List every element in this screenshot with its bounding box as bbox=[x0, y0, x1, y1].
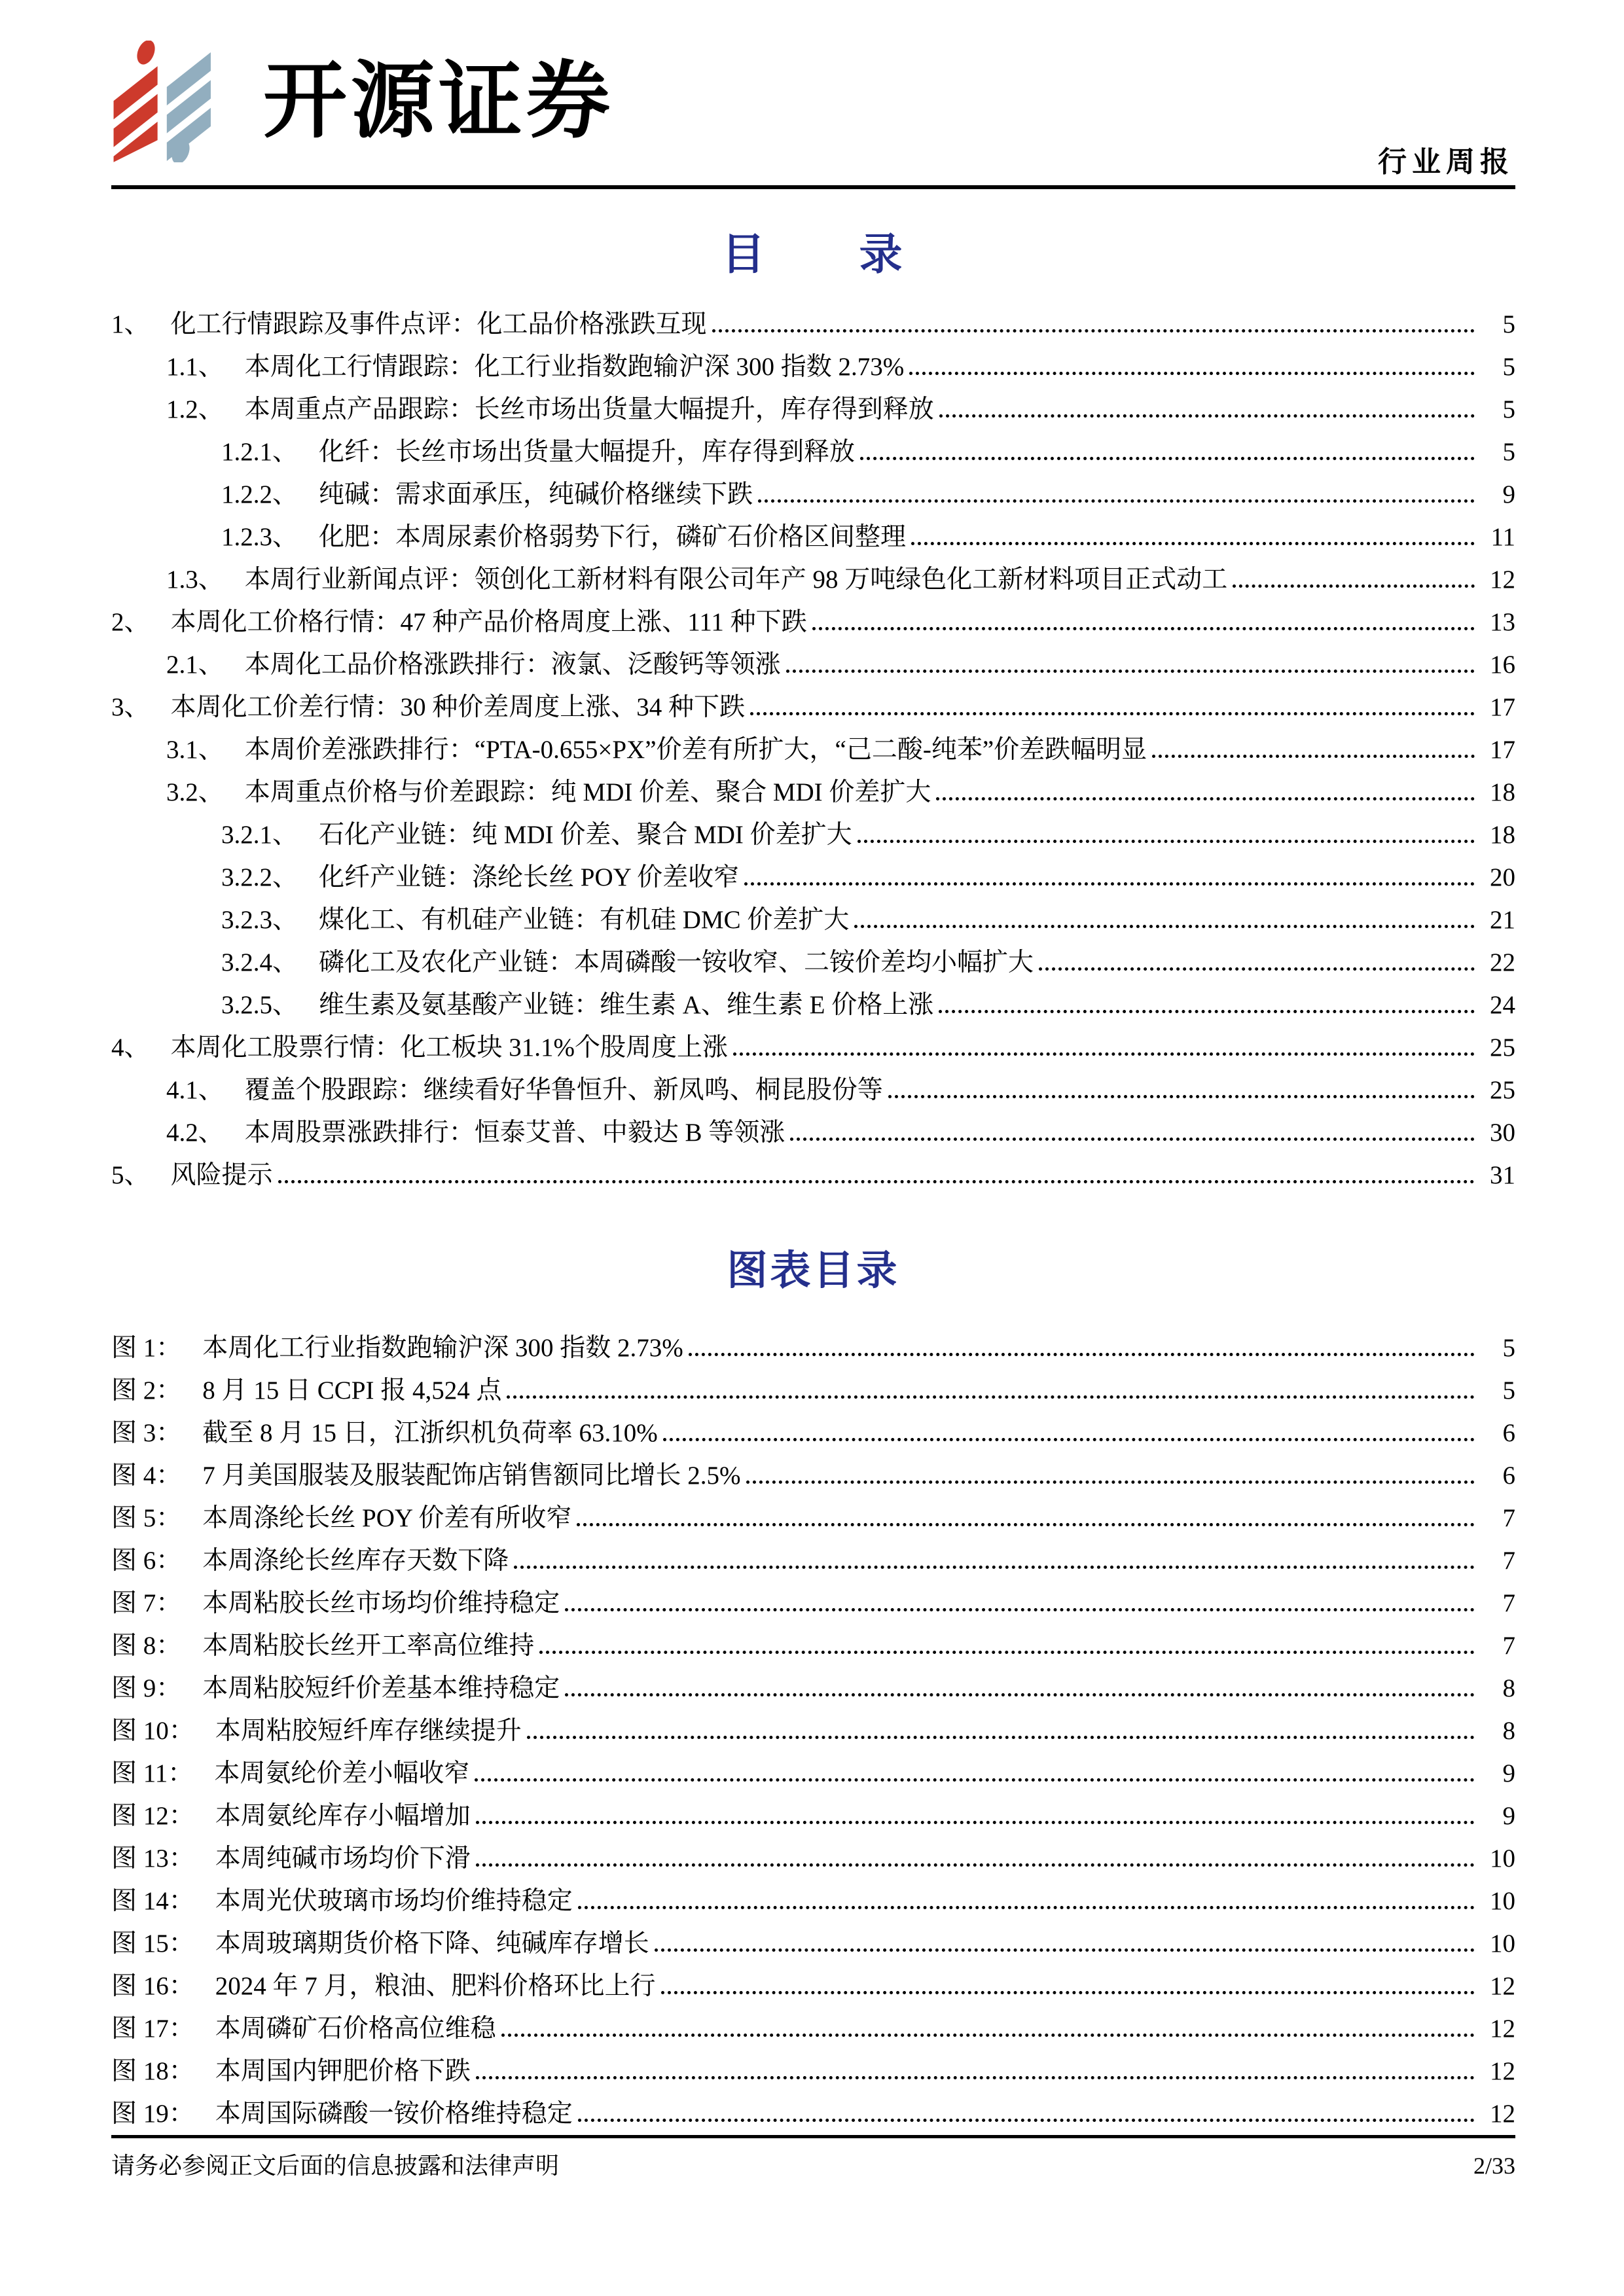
figure-toc-title: 图表目录 bbox=[727, 1249, 900, 1293]
entry-text: 本周价差涨跌排行：“PTA-0.655×PX”价差有所扩大，“己二酸-纯苯”价差跌幅明显 bbox=[244, 736, 1147, 764]
figure-entry bbox=[111, 1790, 1515, 1833]
figure-entry bbox=[111, 2045, 1515, 2088]
entry-text: 本周粘胶短纤价差基本维持稳定 bbox=[202, 1674, 560, 1702]
entry-text: 维生素及氨基酸产业链：维生素 A、维生素 E 价格上涨 bbox=[319, 991, 934, 1019]
entry-page: 7 bbox=[1502, 1547, 1515, 1575]
entry-label: 3.2.3、 bbox=[221, 906, 298, 934]
entry-page: 17 bbox=[1490, 736, 1515, 764]
entry-label: 1.2.3、 bbox=[221, 523, 298, 551]
entry-text: 本周国际磷酸一铵价格维持稳定 bbox=[215, 2100, 573, 2128]
dot-leader bbox=[888, 1064, 1475, 1098]
entry-text: 磷化工及农化产业链：本周磷酸一铵收窄、二铵价差均小幅扩大 bbox=[319, 948, 1034, 977]
toc-entry bbox=[111, 469, 1515, 511]
dot-leader bbox=[475, 1748, 1475, 1782]
entry-text: 7 月美国服装及服装配饰店销售额同比增长 2.5% bbox=[202, 1462, 741, 1490]
toc-entry bbox=[111, 1022, 1515, 1064]
entry-label: 图 10： bbox=[111, 1717, 194, 1745]
dot-leader bbox=[1039, 937, 1475, 971]
toc-entry bbox=[111, 341, 1515, 384]
toc-entry bbox=[111, 724, 1515, 766]
entry-page: 25 bbox=[1490, 1076, 1515, 1104]
entry-text: 纯碱：需求面承压，纯碱价格继续下跌 bbox=[319, 480, 753, 509]
dot-leader bbox=[733, 1022, 1475, 1056]
entry-text: 本周化工行业指数跑输沪深 300 指数 2.73% bbox=[202, 1334, 683, 1362]
entry-page: 12 bbox=[1490, 2100, 1515, 2128]
entry-label: 2.1、 bbox=[166, 651, 224, 679]
toc-entry bbox=[111, 766, 1515, 809]
figure-entry bbox=[111, 1960, 1515, 2003]
toc-entry bbox=[111, 1064, 1515, 1107]
entry-text: 本周磷矿石价格高位维稳 bbox=[215, 2015, 496, 2043]
figure-entry bbox=[111, 1407, 1515, 1450]
page-footer bbox=[111, 2135, 1515, 2181]
entry-page: 11 bbox=[1490, 523, 1515, 551]
entry-page: 6 bbox=[1502, 1419, 1515, 1447]
entry-page: 20 bbox=[1490, 863, 1515, 891]
dot-leader bbox=[565, 1577, 1475, 1611]
dot-leader bbox=[527, 1705, 1475, 1739]
entry-page: 12 bbox=[1490, 565, 1515, 594]
entry-page: 12 bbox=[1490, 1972, 1515, 2000]
entry-label: 3.2.5、 bbox=[221, 991, 298, 1019]
entry-label: 1.2、 bbox=[166, 395, 224, 423]
entry-label: 1.1、 bbox=[166, 353, 224, 381]
toc-entry bbox=[111, 298, 1515, 341]
entry-page: 6 bbox=[1502, 1462, 1515, 1490]
entry-label: 图 4： bbox=[111, 1462, 182, 1490]
entry-text: 本周涤纶长丝 POY 价差有所收窄 bbox=[202, 1504, 572, 1532]
entry-page: 10 bbox=[1490, 1844, 1515, 1873]
entry-label: 4、 bbox=[111, 1033, 150, 1062]
figure-entry bbox=[111, 1875, 1515, 1918]
dot-leader bbox=[514, 1535, 1475, 1569]
entry-page: 8 bbox=[1502, 1674, 1515, 1702]
entry-label: 3.2.2、 bbox=[221, 863, 298, 891]
entry-page: 21 bbox=[1490, 906, 1515, 934]
dot-leader bbox=[812, 596, 1475, 630]
toc-entry bbox=[111, 852, 1515, 894]
entry-label: 图 11： bbox=[111, 1759, 194, 1787]
entry-text: 煤化工、有机硅产业链：有机硅 DMC 价差扩大 bbox=[319, 906, 850, 934]
entry-page: 25 bbox=[1490, 1033, 1515, 1062]
dot-leader bbox=[539, 1620, 1475, 1654]
dot-leader bbox=[507, 1365, 1475, 1399]
figure-entry bbox=[111, 1365, 1515, 1407]
entry-text: 截至 8 月 15 日，江浙织机负荷率 63.10% bbox=[202, 1419, 658, 1447]
toc-entry bbox=[111, 596, 1515, 639]
toc-entry bbox=[111, 554, 1515, 596]
figure-entry bbox=[111, 1322, 1515, 1365]
entry-text: 本周涤纶长丝库存天数下降 bbox=[202, 1547, 509, 1575]
entry-page: 5 bbox=[1502, 353, 1515, 381]
entry-page: 30 bbox=[1490, 1119, 1515, 1147]
entry-text: 化工行情跟踪及事件点评：化工品价格涨跌互现 bbox=[170, 310, 707, 338]
toc-title: 目 录 bbox=[721, 231, 905, 279]
entry-page: 12 bbox=[1490, 2015, 1515, 2043]
toc-entry bbox=[111, 937, 1515, 979]
dot-leader bbox=[476, 1833, 1475, 1867]
figure-entry bbox=[111, 2088, 1515, 2130]
entry-text: 本周玻璃期货价格下降、纯碱库存增长 bbox=[215, 1929, 649, 1958]
dot-leader bbox=[857, 809, 1475, 843]
entry-page: 5 bbox=[1502, 395, 1515, 423]
entry-page: 22 bbox=[1490, 948, 1515, 977]
entry-label: 1.2.2、 bbox=[221, 480, 298, 509]
figure-entry bbox=[111, 1705, 1515, 1748]
figure-entry bbox=[111, 1918, 1515, 1960]
entry-text: 本周化工股票行情：化工板块 31.1%个股周度上涨 bbox=[170, 1033, 729, 1062]
entry-text: 本周氨纶价差小幅收窄 bbox=[214, 1759, 470, 1787]
toc-entry bbox=[111, 894, 1515, 937]
entry-page: 5 bbox=[1502, 310, 1515, 338]
dot-leader bbox=[746, 1450, 1475, 1484]
figure-entry bbox=[111, 1748, 1515, 1790]
toc-entry bbox=[111, 681, 1515, 724]
entry-text: 化肥：本周尿素价格弱势下行，磷矿石价格区间整理 bbox=[319, 523, 907, 551]
toc-entry bbox=[111, 1107, 1515, 1149]
entry-text: 本周重点价格与价差跟踪：纯 MDI 价差、聚合 MDI 价差扩大 bbox=[244, 778, 931, 806]
dot-leader bbox=[578, 2088, 1475, 2122]
entry-page: 12 bbox=[1490, 2057, 1515, 2085]
entry-page: 5 bbox=[1502, 1334, 1515, 1362]
entry-label: 3、 bbox=[111, 693, 150, 721]
entry-text: 本周光伏玻璃市场均价维持稳定 bbox=[215, 1887, 573, 1915]
brand-logo bbox=[111, 41, 614, 162]
figure-entry bbox=[111, 1577, 1515, 1620]
entry-page: 7 bbox=[1502, 1632, 1515, 1660]
entry-label: 3.2.1、 bbox=[221, 821, 298, 849]
dot-leader bbox=[911, 511, 1475, 545]
dot-leader bbox=[501, 2003, 1475, 2037]
entry-page: 9 bbox=[1502, 480, 1515, 509]
entry-label: 图 12： bbox=[111, 1802, 194, 1830]
entry-label: 图 5： bbox=[111, 1504, 182, 1532]
entry-text: 本周化工价格行情：47 种产品价格周度上涨、111 种下跌 bbox=[170, 608, 807, 636]
entry-page: 8 bbox=[1502, 1717, 1515, 1745]
dot-leader bbox=[1152, 724, 1475, 758]
dot-leader bbox=[712, 298, 1475, 332]
toc-entry bbox=[111, 1149, 1515, 1192]
entry-text: 本周化工价差行情：30 种价差周度上涨、34 种下跌 bbox=[170, 693, 746, 721]
entry-label: 3.2.4、 bbox=[221, 948, 298, 977]
entry-page: 5 bbox=[1502, 438, 1515, 466]
entry-label: 图 2： bbox=[111, 1376, 182, 1405]
figure-entry bbox=[111, 1450, 1515, 1492]
entry-label: 图 17： bbox=[111, 2015, 194, 2043]
figure-entry bbox=[111, 1662, 1515, 1705]
entry-label: 1.3、 bbox=[166, 565, 224, 594]
entry-text: 本周粘胶长丝市场均价维持稳定 bbox=[202, 1589, 560, 1617]
dot-leader bbox=[663, 1407, 1475, 1441]
entry-text: 本周国内钾肥价格下跌 bbox=[215, 2057, 471, 2085]
dot-leader bbox=[758, 469, 1475, 503]
dot-leader bbox=[744, 852, 1475, 886]
figure-entry bbox=[111, 1833, 1515, 1875]
entry-page: 16 bbox=[1490, 651, 1515, 679]
entry-label: 图 1： bbox=[111, 1334, 182, 1362]
dot-leader bbox=[565, 1662, 1475, 1696]
entry-label: 3.1、 bbox=[166, 736, 224, 764]
entry-label: 图 6： bbox=[111, 1547, 182, 1575]
footer-disclaimer: 请务必参阅正文后面的信息披露和法律声明 bbox=[111, 2153, 560, 2179]
entry-page: 7 bbox=[1502, 1504, 1515, 1532]
entry-text: 本周化工品价格涨跌排行：液氯、泛酸钙等领涨 bbox=[244, 651, 781, 679]
entry-page: 9 bbox=[1502, 1759, 1515, 1787]
entry-text: 本周股票涨跌排行：恒泰艾普、中毅达 B 等领涨 bbox=[244, 1119, 785, 1147]
entry-text: 风险提示 bbox=[170, 1161, 273, 1189]
entry-page: 13 bbox=[1490, 608, 1515, 636]
dot-leader bbox=[476, 2045, 1475, 2079]
toc-entry bbox=[111, 426, 1515, 469]
entry-label: 1.2.1、 bbox=[221, 438, 298, 466]
entry-text: 8 月 15 日 CCPI 报 4,524 点 bbox=[202, 1376, 502, 1405]
entry-text: 本周纯碱市场均价下滑 bbox=[215, 1844, 471, 1873]
entry-label: 图 14： bbox=[111, 1887, 194, 1915]
toc-list bbox=[111, 298, 1515, 1192]
dot-leader bbox=[577, 1492, 1475, 1526]
dot-leader bbox=[476, 1790, 1475, 1824]
dot-leader bbox=[578, 1875, 1475, 1909]
dot-leader bbox=[655, 1918, 1475, 1952]
dot-leader bbox=[909, 341, 1475, 375]
entry-page: 5 bbox=[1502, 1376, 1515, 1405]
figure-entry bbox=[111, 1535, 1515, 1577]
figure-toc-list bbox=[111, 1322, 1515, 2130]
entry-text: 石化产业链：纯 MDI 价差、聚合 MDI 价差扩大 bbox=[319, 821, 852, 849]
entry-page: 9 bbox=[1502, 1802, 1515, 1830]
entry-label: 5、 bbox=[111, 1161, 150, 1189]
report-header bbox=[111, 0, 1515, 189]
entry-label: 图 9： bbox=[111, 1674, 182, 1702]
dot-leader bbox=[790, 1107, 1475, 1141]
entry-text: 覆盖个股跟踪：继续看好华鲁恒升、新凤鸣、桐昆股份等 bbox=[244, 1076, 883, 1104]
entry-page: 17 bbox=[1490, 693, 1515, 721]
entry-page: 10 bbox=[1490, 1887, 1515, 1915]
entry-label: 图 13： bbox=[111, 1844, 194, 1873]
entry-label: 4.1、 bbox=[166, 1076, 224, 1104]
entry-text: 本周化工行情跟踪：化工行业指数跑输沪深 300 指数 2.73% bbox=[244, 353, 905, 381]
page-body bbox=[111, 185, 1515, 2130]
entry-label: 2、 bbox=[111, 608, 150, 636]
entry-page: 31 bbox=[1490, 1161, 1515, 1189]
entry-label: 图 8： bbox=[111, 1632, 182, 1660]
dot-leader bbox=[661, 1960, 1475, 1994]
entry-text: 本周粘胶短纤库存继续提升 bbox=[215, 1717, 522, 1745]
entry-page: 24 bbox=[1490, 991, 1515, 1019]
entry-label: 1、 bbox=[111, 310, 150, 338]
dot-leader bbox=[278, 1149, 1475, 1183]
entry-text: 化纤产业链：涤纶长丝 POY 价差收窄 bbox=[319, 863, 740, 891]
entry-label: 3.2、 bbox=[166, 778, 224, 806]
entry-label: 图 15： bbox=[111, 1929, 194, 1958]
entry-page: 10 bbox=[1490, 1929, 1515, 1958]
toc-entry bbox=[111, 384, 1515, 426]
entry-label: 4.2、 bbox=[166, 1119, 224, 1147]
figure-entry bbox=[111, 2003, 1515, 2045]
entry-page: 18 bbox=[1490, 821, 1515, 849]
toc-entry bbox=[111, 809, 1515, 852]
entry-label: 图 16： bbox=[111, 1972, 194, 2000]
entry-label: 图 19： bbox=[111, 2100, 194, 2128]
dot-leader bbox=[939, 979, 1475, 1013]
dot-leader bbox=[936, 766, 1475, 800]
entry-label: 图 3： bbox=[111, 1419, 182, 1447]
dot-leader bbox=[786, 639, 1475, 673]
dot-leader bbox=[750, 681, 1475, 715]
entry-label: 图 18： bbox=[111, 2057, 194, 2085]
report-type-label: 行业周报 bbox=[1378, 146, 1514, 178]
toc-entry bbox=[111, 639, 1515, 681]
entry-text: 本周行业新闻点评：领创化工新材料有限公司年产 98 万吨绿色化工新材料项目正式动工 bbox=[244, 565, 1228, 594]
dot-leader bbox=[939, 384, 1475, 418]
dot-leader bbox=[860, 426, 1475, 460]
entry-page: 18 bbox=[1490, 778, 1515, 806]
toc-entry bbox=[111, 511, 1515, 554]
entry-text: 化纤：长丝市场出货量大幅提升，库存得到释放 bbox=[319, 438, 856, 466]
entry-text: 本周粘胶长丝开工率高位维持 bbox=[202, 1632, 535, 1660]
entry-page: 7 bbox=[1502, 1589, 1515, 1617]
toc-entry bbox=[111, 979, 1515, 1022]
entry-text: 2024 年 7 月，粮油、肥料价格环比上行 bbox=[215, 1972, 656, 2000]
figure-entry bbox=[111, 1620, 1515, 1662]
entry-label: 图 7： bbox=[111, 1589, 182, 1617]
entry-text: 本周重点产品跟踪：长丝市场出货量大幅提升，库存得到释放 bbox=[244, 395, 934, 423]
footer-page-number: 2/33 bbox=[1473, 2153, 1515, 2179]
dot-leader bbox=[1233, 554, 1475, 588]
figure-entry bbox=[111, 1492, 1515, 1535]
dot-leader bbox=[854, 894, 1475, 928]
dot-leader bbox=[689, 1322, 1475, 1356]
brand-name: 开源证券 bbox=[263, 54, 615, 148]
brand-logo-icon bbox=[111, 41, 250, 162]
entry-text: 本周氨纶库存小幅增加 bbox=[215, 1802, 471, 1830]
